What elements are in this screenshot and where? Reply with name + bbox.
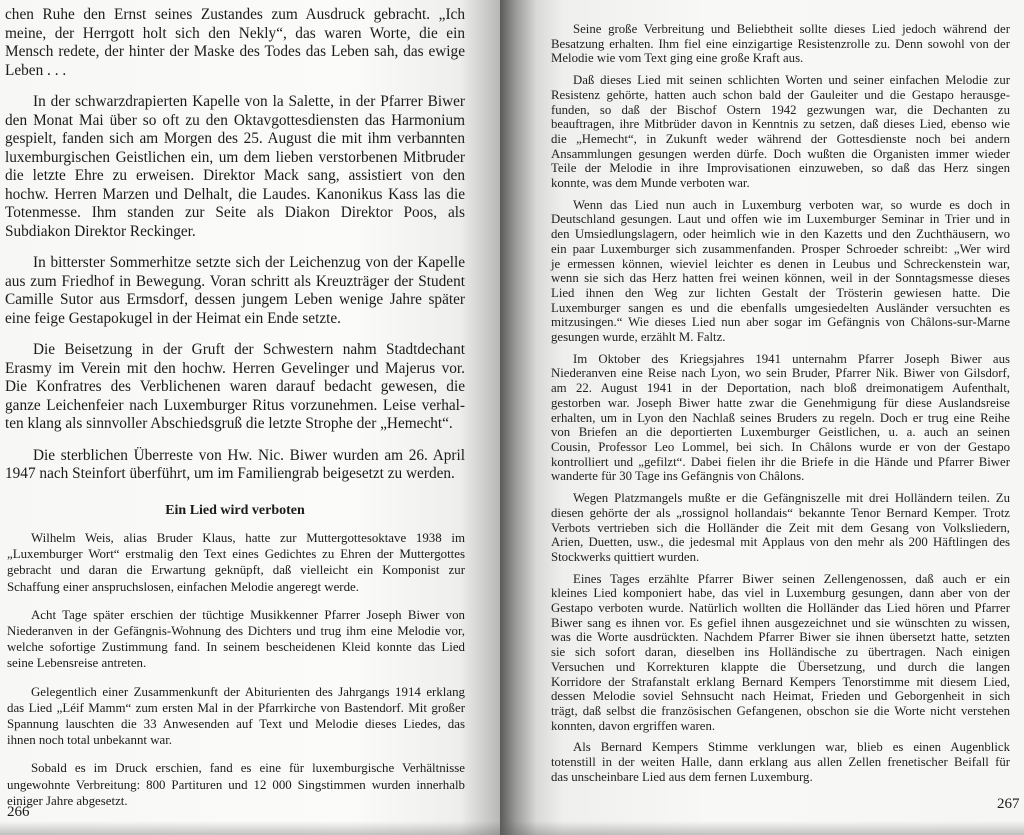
text-line: 1947 nach Steinfort überführt, um im Familiengrab beigesetzt zu werden. bbox=[5, 465, 455, 482]
text-line: den Monat Mai über so oft zu den Oktavgottesdiensten das Harmonium bbox=[5, 111, 465, 129]
text-line: Subdiakon Direktor Reckinger. bbox=[5, 222, 196, 240]
text-line: Im Oktober des Kriegsjahres 1941 unternahm Pfarrer Joseph Biwer aus bbox=[573, 351, 1010, 366]
text-line: gestorben war. Joseph Biwer hatte zwar die Genehmigung für diese Auslandsreise bbox=[551, 395, 1010, 410]
text-line: seine Lebensreise antreten. bbox=[7, 656, 147, 671]
text-line: Als Bernard Kempers Stimme verklungen war, blieb es einen Augenblick bbox=[573, 740, 1010, 755]
text-line: Sobald es im Druck erschien, fand es eine für luxemburgische Verhältnisse bbox=[31, 761, 465, 776]
paragraph bbox=[551, 352, 1010, 484]
text-line: sie sich sofort daran, dieselben ins Holländische zu übertragen. Nach einigen bbox=[551, 645, 1010, 660]
text-line: die letzte Ehre zu erweisen. Direktor Mack sang, assistiert von den bbox=[5, 167, 465, 184]
paragraph bbox=[551, 491, 1010, 565]
text-line: Acht Tage später erschien der tüchtige Musikkenner Pfarrer Joseph Biwer von bbox=[31, 607, 465, 622]
text-line: Gelegentlich einer Zusammenkunft der Abiturienten des Jahrgangs 1914 erklang bbox=[31, 684, 465, 699]
text-line: wanderte für 30 Tage ins Gefängnis von Châlons. bbox=[551, 469, 805, 484]
paragraph bbox=[551, 740, 1010, 784]
text-line: kontrolliert und „gefilzt“. Dabei fielen ihr die Briefe in die Hände und Pfarrer Biwer bbox=[551, 454, 1010, 469]
text-line: Stockwerks quittiert wurden. bbox=[551, 549, 700, 564]
paragraph bbox=[7, 530, 465, 595]
paragraph bbox=[5, 254, 465, 328]
paragraph bbox=[7, 607, 465, 672]
text-line: trägt, daß selbst die französischen Gefangenen, obschon sie die Worte nicht verstehen bbox=[551, 703, 1010, 718]
text-line: je ermessen können, wieviel leichter es denen in Leubus und Schreckenstein war, bbox=[551, 256, 1010, 271]
text-line: den Umsiedlungslagern, oder heimlich wie in den Kazetts und den Zuchthäusern, wo bbox=[551, 227, 1010, 242]
text-line: Schaffung einer anspruchslosen, einfachen Melodie angeregt werde. bbox=[7, 579, 359, 594]
text-line: Lied ihnen den Weg zur lichten Gestalt der Trösterin gewiesen hatte. Die bbox=[551, 285, 1010, 300]
text-line: Wenn das Lied nun auch in Luxemburg verboten war, so wurde es doch in bbox=[573, 197, 1010, 212]
text-line: In bitterster Sommerhitze setzte sich der Leichenzug von der Kapelle bbox=[33, 254, 465, 271]
left-page bbox=[0, 0, 500, 835]
text-line: Niederanven eine Reise nach Lyon, wo sein Bruder, Pfarrer Nik. Biwer von Gilsdorf, bbox=[551, 366, 1010, 381]
paragraph bbox=[7, 760, 465, 809]
text-line: Die sterblichen Überreste von Hw. Nic. Biwer wurden am 26. April bbox=[33, 446, 465, 464]
text-line: Melodie wie vom Text ging eine große Kraft aus. bbox=[551, 51, 804, 66]
text-line: Ansammlungen gesungen werden dürfe. Doch wußten die Organisten immer wieder bbox=[551, 146, 1010, 161]
text-line: totenstill in der weiten Halle, dann erklang aus allen Zellen frenetischer Beifall für bbox=[551, 755, 1010, 770]
text-line: Deutschland gesungen. Laut und offen wie im Luxemburger Seminar in Trier und in bbox=[551, 212, 1010, 227]
text-line: ungewohnte Verbreitung: 800 Partituren und 12 000 Singstimmen wurden innerhalb bbox=[7, 777, 465, 792]
text-line: Wegen Platzmangels mußte er die Gefängniszelle mit drei Holländern teilen. Zu bbox=[573, 491, 1010, 506]
text-line: die „Hemecht“, in Zukunft weder während der Gottesdienste noch bei andern bbox=[551, 131, 1010, 146]
text-line: Camille Sutor aus Ermsdorf, dessen jungem Leben wenige Jahre später bbox=[5, 291, 465, 308]
text-line: diesen gehörte der als „rossignol hollandais“ bekannte Tenor Bernard Kemper. Trotz bbox=[551, 505, 1010, 520]
text-line: meine, der Herrgott holt sich den Nekly“, das waren Worte, die ein bbox=[5, 24, 465, 42]
text-line: Verbots vertrieben sich die Holländer die Zeit mit dem Gesang von Volksliedern, bbox=[551, 520, 1010, 535]
paragraph bbox=[551, 572, 1010, 734]
paragraph bbox=[5, 341, 465, 434]
text-line: Biwer sang es ihnen vor. Es gefiel ihnen ausgezeichnet und sie wünschten zu wissen, bbox=[551, 615, 1010, 630]
page-edge-shadow bbox=[500, 821, 1024, 835]
text-line: was die Worte ausdrückten. Nachdem Pfarrer Biwer sie ihnen übersetzt hatte, setzten bbox=[551, 630, 1010, 645]
text-line: Besatzung erhalten. Ihm fiel eine einzigartige Resistenzrolle zu. Denn sowohl von der bbox=[551, 36, 1010, 51]
text-line: Daß dieses Lied mit seinen schlichten Worten und seiner einfachen Melodie zur bbox=[573, 73, 1010, 88]
text-line: chen Ruhe den Ernst seines Zustandes zum Ausdruck gebracht. „Ich bbox=[5, 6, 465, 23]
text-line: ten klang als sinnvoller Abschiedsgruß die letzte Strophe der „Hemecht“. bbox=[5, 415, 453, 432]
text-line: Korridore der Strafanstalt erklang Bernard Kempers Tenorstimme mit diesem Lied, bbox=[551, 674, 1010, 689]
paragraph bbox=[5, 6, 465, 80]
right-page bbox=[500, 0, 1024, 835]
text-line: dessen Melodie soviel Sehnsucht nach Heimat, Frieden und Geborgenheit in sich bbox=[551, 689, 1010, 704]
text-line: hochw. Herren Marzen und Delhalt, die Laudes. Kanonikus Kass las die bbox=[5, 185, 465, 203]
text-column-section bbox=[7, 530, 465, 821]
paragraph bbox=[551, 22, 1010, 66]
text-line: einiger Jahre abgesetzt. bbox=[7, 793, 128, 808]
page-edge-shadow bbox=[0, 821, 500, 835]
page-number: 267 bbox=[997, 796, 1020, 812]
text-line: aus zum Friedhof in Bewegung. Voran schritt als Kreuzträger der Student bbox=[5, 272, 465, 290]
text-line: welche sofortige Zustimmung fand. In seinem bescheidenen Kleid konnte das Lied bbox=[7, 640, 465, 655]
text-line: konnte, was dem Munde verboten war. bbox=[551, 176, 750, 191]
text-line: kleines Lied komponiert habe, das viel in Luxemburg gesungen, dann aber von der bbox=[551, 586, 1010, 601]
text-line: eine feige Gestapokugel in der Heimat ein Ende setzte. bbox=[5, 309, 341, 327]
paragraph bbox=[5, 93, 465, 241]
text-line: Eines Tages erzählte Pfarrer Biwer seinen Zellengenossen, daß auch er ein bbox=[573, 571, 1010, 586]
section-heading: Ein Lied wird verboten bbox=[165, 503, 305, 518]
text-line: von Briefen an die deportierten Luxemburger Geistlichen, u. a. auch an seinen bbox=[551, 425, 1010, 440]
text-line: ein paar Luxemburger sich zusammenfanden. Prosper Schroeder schreibt: „Wer wird bbox=[551, 241, 1010, 256]
text-line: mitzusingen.“ Wie dieses Lied nun aber sogar im Gefängnis von Châlons-sur-Marne bbox=[551, 315, 1010, 330]
text-line: Erasmy im Verein mit den hochw. Herren Gevelinger und Majerus vor. bbox=[5, 359, 465, 377]
text-line: Gestapo verboten wurde. Natürlich wollten die Holländer das Lied hören und Pfarrer bbox=[551, 601, 1010, 616]
text-column bbox=[551, 22, 1010, 791]
text-line: Versuchen und Korrekturen klappte die Übersetzung, und durch die langen bbox=[551, 659, 1010, 674]
text-line: am 22. August 1941 in der Deportation, nach bloß dreimonatigem Aufenthalt, bbox=[551, 381, 1010, 396]
text-line: Mensch redete, der hinter der Maske des Todes das Leben sah, das ewige bbox=[5, 43, 465, 60]
text-line: konnten, davon ergriffen waren. bbox=[551, 718, 716, 733]
text-line: Leben . . . bbox=[5, 61, 67, 79]
paragraph bbox=[551, 73, 1010, 191]
text-line: gesungen wurde, erzählt M. Faltz. bbox=[551, 330, 726, 345]
paragraph bbox=[5, 447, 465, 484]
paragraph bbox=[551, 198, 1010, 345]
text-line: beauftragen, ihre Mitbrüder davon in Kenntnis zu setzen, daß dieses Lied, ebenso wie bbox=[551, 117, 1010, 132]
text-line: funden, so daß der Bischof Ostern 1942 gezwungen war, die Dechanten zu bbox=[551, 102, 1010, 117]
text-line: Wilhelm Weis, alias Bruder Klaus, hatte zur Muttergottesoktave 1938 im bbox=[31, 531, 465, 545]
text-line: Teile der Melodie in ihre Improvisationen einzuweben, so daß das Herz singen bbox=[551, 161, 1010, 176]
text-line: Luxemburger sangen es und die ebenfalls umgesiedelten Ausländer versuchten es bbox=[551, 300, 1010, 315]
text-line: „Luxemburger Wort“ erstmalig den Text eines Gedichtes zu Ehren der Muttergottes bbox=[7, 547, 465, 562]
text-column-top bbox=[5, 6, 465, 497]
text-line: Niederanven in der Gefängnis-Wohnung des Dichters und trug ihm eine Melodie vor, bbox=[7, 624, 465, 639]
text-line: Die Konfratres des Verblichenen waren darauf bedacht gewesen, die bbox=[5, 378, 465, 395]
text-line: ganze Leichenfeier nach Luxemburger Ritus vorzunehmen. Leise verhal- bbox=[5, 396, 465, 414]
text-line: Resistenz gehörte, hatten auch schon bald der Gauleiter und die Gestapo herausge- bbox=[551, 87, 1010, 102]
text-line: Totenmesse. Ihm standen zur Seite als Diakon Direktor Poos, als bbox=[5, 204, 465, 221]
paragraph bbox=[7, 684, 465, 749]
text-line: Die Beisetzung in der Gruft der Schwestern nahm Stadtdechant bbox=[33, 341, 465, 358]
text-line: das unscheinbare Lied aus dem fernen Luxemburg. bbox=[551, 769, 813, 784]
text-line: In der schwarzdrapierten Kapelle von la Salette, in der Pfarrer Biwer bbox=[33, 93, 465, 110]
text-line: das Lied „Léif Mamm“ zum ersten Mal in der Pfarrkirche von Bastendorf. Mit großer bbox=[7, 700, 465, 715]
text-line: Cousin, Professor Leo Lommel, bei sich. In Châlons wurde er von der Gestapo bbox=[551, 439, 1010, 454]
text-line: Seine große Verbreitung und Beliebtheit sollte dieses Lied jedoch während der bbox=[573, 22, 1010, 36]
text-line: Arien, Duetten, usw., die jedesmal mit Applaus von den mehr als 200 Häftlingen des bbox=[551, 535, 1010, 550]
text-line: gespielt, fanden sich am Morgen des 25. August die mit ihm verbannten bbox=[5, 130, 465, 147]
text-line: luxemburgischen Geistlichen ein, um dem lieben verstorbenen Mitbruder bbox=[5, 148, 465, 166]
text-line: Spannung lauschten die 33 Anwesenden auf Text und Melodie dieses Liedes, das bbox=[7, 717, 465, 732]
text-line: ihnen noch total unbekannt war. bbox=[7, 733, 173, 748]
text-line: wenn sie sich das Herz hatten frei weinen können, weil in der Sonntagsmesse dieses bbox=[551, 271, 1010, 286]
page-number: 266 bbox=[7, 804, 30, 820]
text-line: gebracht und daran die Erwartung geknüpft, daß vielleicht ein Komponist zur bbox=[7, 563, 465, 578]
text-line: erhalten, um in Lyon den Nachlaß seines Bruders zu regeln. Doch er trug eine Reihe bbox=[551, 410, 1010, 425]
